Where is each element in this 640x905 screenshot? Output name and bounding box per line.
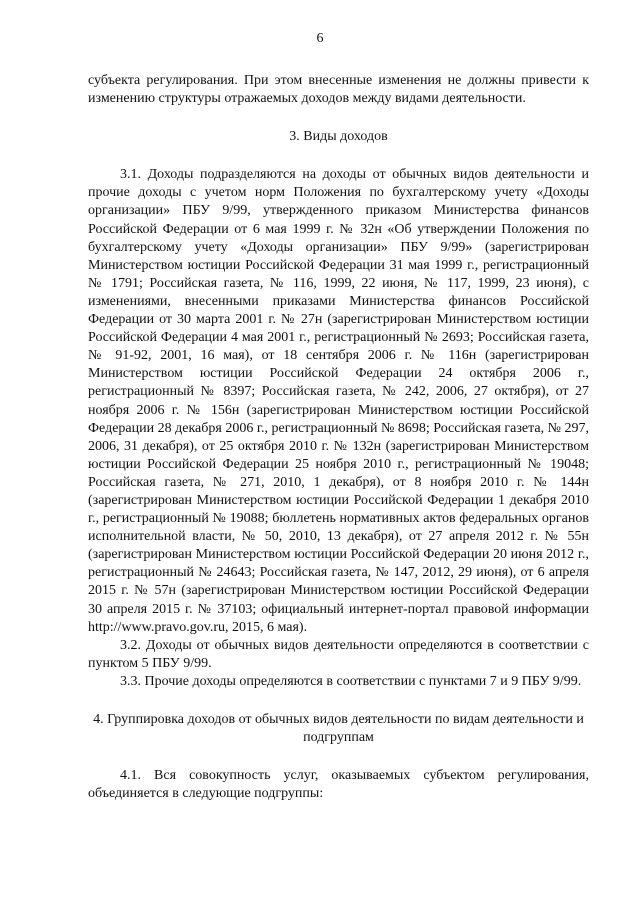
section-4-heading: 4. Группировка доходов от обычных видов деятельности по видам деятельности и подгруппам <box>93 712 584 746</box>
page-number: 6 <box>316 31 324 46</box>
section-3-heading: 3. Виды доходов <box>289 129 388 145</box>
paragraph-3-3: 3.3. Прочие доходы определяются в соответствии с пунктами 7 и 9 ПБУ 9/99. <box>120 673 582 689</box>
paragraph-3-2: 3.2. Доходы от обычных видов деятельности определяются в соответствии с пунктом 5 ПБУ 9/99. <box>88 637 589 671</box>
paragraph-4-1: 4.1. Вся совокупность услуг, оказываемых субъектом регулирования, объединяется в следующие подгруппы: <box>88 768 589 802</box>
document-body <box>88 72 589 803</box>
paragraph-3-1: 3.1. Доходы подразделяются на доходы от обычных видов деятельности и прочие доходы с учетом норм Положения по бухгалтерскому учету «Доходы организации» ПБУ 9/99, утвержденного приказом Министерства финансов Российской Федерации от 6 мая 1999 г. № 32н «Об утверждении Положения по бухгалтерскому учету «Доходы организации» ПБУ 9/99» (зарегистрирован Министерством юстиции Российской Федерации 31 мая 1999 г., регистрационный № 1791; Российская газета, № 116, 1999, 22 июня, № 117, 1999, 23 июня), с изменениями, внесенными приказами Министерства финансов Российской Федерации от 30 марта 2001 г. № 27н (зарегистрирован Министерством юстиции Российской Федерации 4 мая 2001 г., регистрационный № 2693; Российская газета, № 91-92, 2001, 16 мая), от 18 сентября 2006 г. № 116н (зарегистрирован Министерством юстиции Российской Федерации 24 октября 2006 г., регистрационный № 8397; Российская газета, № 242, 2006, 27 октября), от 27 ноября 2006 г. № 156н (зарегистрирован Министерством юстиции Российской Федерации 28 декабря 2006 г., регистрационный № 8698; Российская газета, № 297, 2006, 31 декабря), от 25 октября 2010 г. № 132н (зарегистрирован Министерством юстиции Российской Федерации 25 ноября 2010 г., регистрационный № 19048; Российская газета, № 271, 2010, 1 декабря), от 8 ноября 2010 г. № 144н (зарегистрирован Министерством юстиции Российской Федерации 1 декабря 2010 г., регистрационный № 19088; бюллетень нормативных актов федеральных органов исполнительной власти, № 50, 2010, 13 декабря), от 27 апреля 2012 г. № 55н (зарегистрирован Министерством юстиции Российской Федерации 20 июня 2012 г., регистрационный № 24643; Российская газета, № 147, 2012, 29 июня), от 6 апреля 2015 г. № 57н (зарегистрирован Министерством юстиции Российской Федерации 30 апреля 2015 г. № 37103; официальный интернет-портал правовой информации http://www.pravo.gov.ru, 2015, 6 мая). <box>88 167 589 635</box>
continuation-paragraph: субъекта регулирования. При этом внесенные изменения не должны привести к изменению структуры отражаемых доходов между видами деятельности. <box>88 73 589 107</box>
